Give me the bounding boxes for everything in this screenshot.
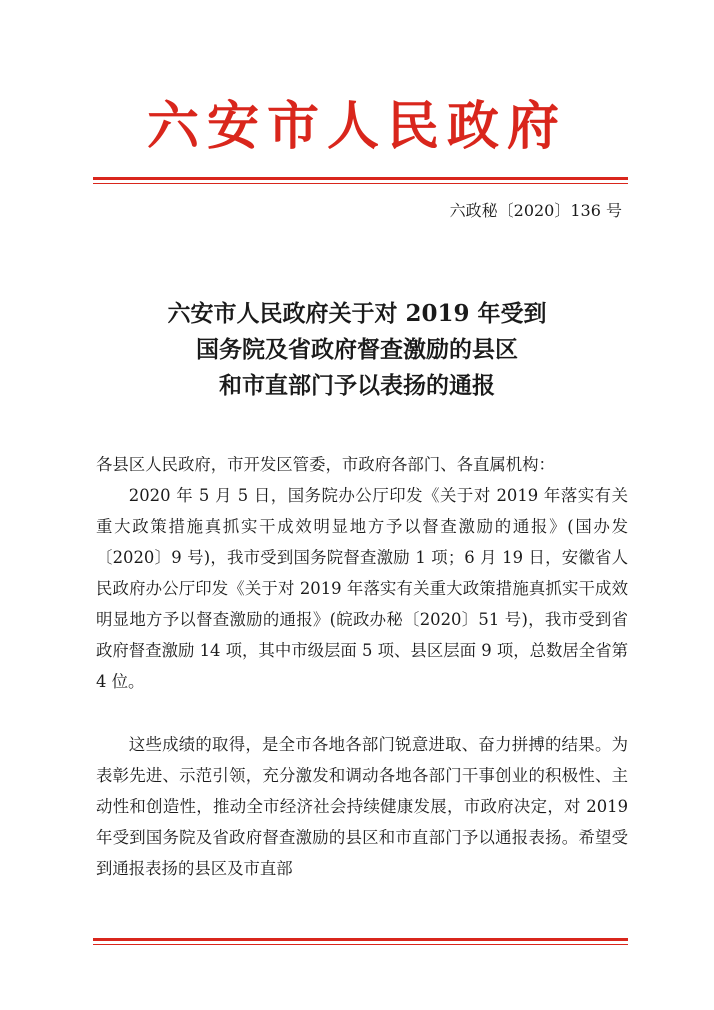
masthead-red-rule-thin <box>93 183 628 184</box>
masthead-title: 六安市人民政府 <box>146 96 567 157</box>
masthead-red-rule-thick <box>93 177 628 180</box>
title-line-2: 国务院及省政府督查激励的县区 <box>196 336 518 363</box>
salutation: 各县区人民政府，市开发区管委，市政府各部门、各直属机构： <box>96 455 555 474</box>
footer-red-rule-thin <box>93 944 628 945</box>
document-number: 六政秘〔2020〕136 号 <box>449 201 622 220</box>
body-paragraph-1: 2020 年 5 月 5 日，国务院办公厅印发《关于对 2019 年落实有关重大政策措施真抓实干成效明显地方予以督查激励的通报》(国办发〔2020〕9 号)，我市受到国务院督查激励 1 项；6 月 19 日，安徽省人民政府办公厅印发《关于对 2019 年落实有关重大政策措施真抓实干成效明显地方予以督查激励的通报》(皖政办秘〔2020〕51 号)，我市受到省政府督查激励 14 项，其中市级层面 5 项、县区层面 9 项，总数居全省第 4 位。 <box>96 486 628 691</box>
footer-red-rule-thick <box>93 938 628 941</box>
body-paragraph-2: 这些成绩的取得，是全市各地各部门锐意进取、奋力拼搏的结果。为表彰先进、示范引领，充分激发和调动各地各部门干事创业的积极性、主动性和创造性，推动全市经济社会持续健康发展，市政府决定，对 2019 年受到国务院及省政府督查激励的县区和市直部门予以通报表扬。希望受到通报表扬的县区及市直部 <box>96 735 628 878</box>
title-line-3: 和市直部门予以表扬的通报 <box>219 372 495 399</box>
document-title <box>80 296 634 404</box>
title-line-1: 六安市人民政府关于对 2019 年受到 <box>167 300 547 327</box>
